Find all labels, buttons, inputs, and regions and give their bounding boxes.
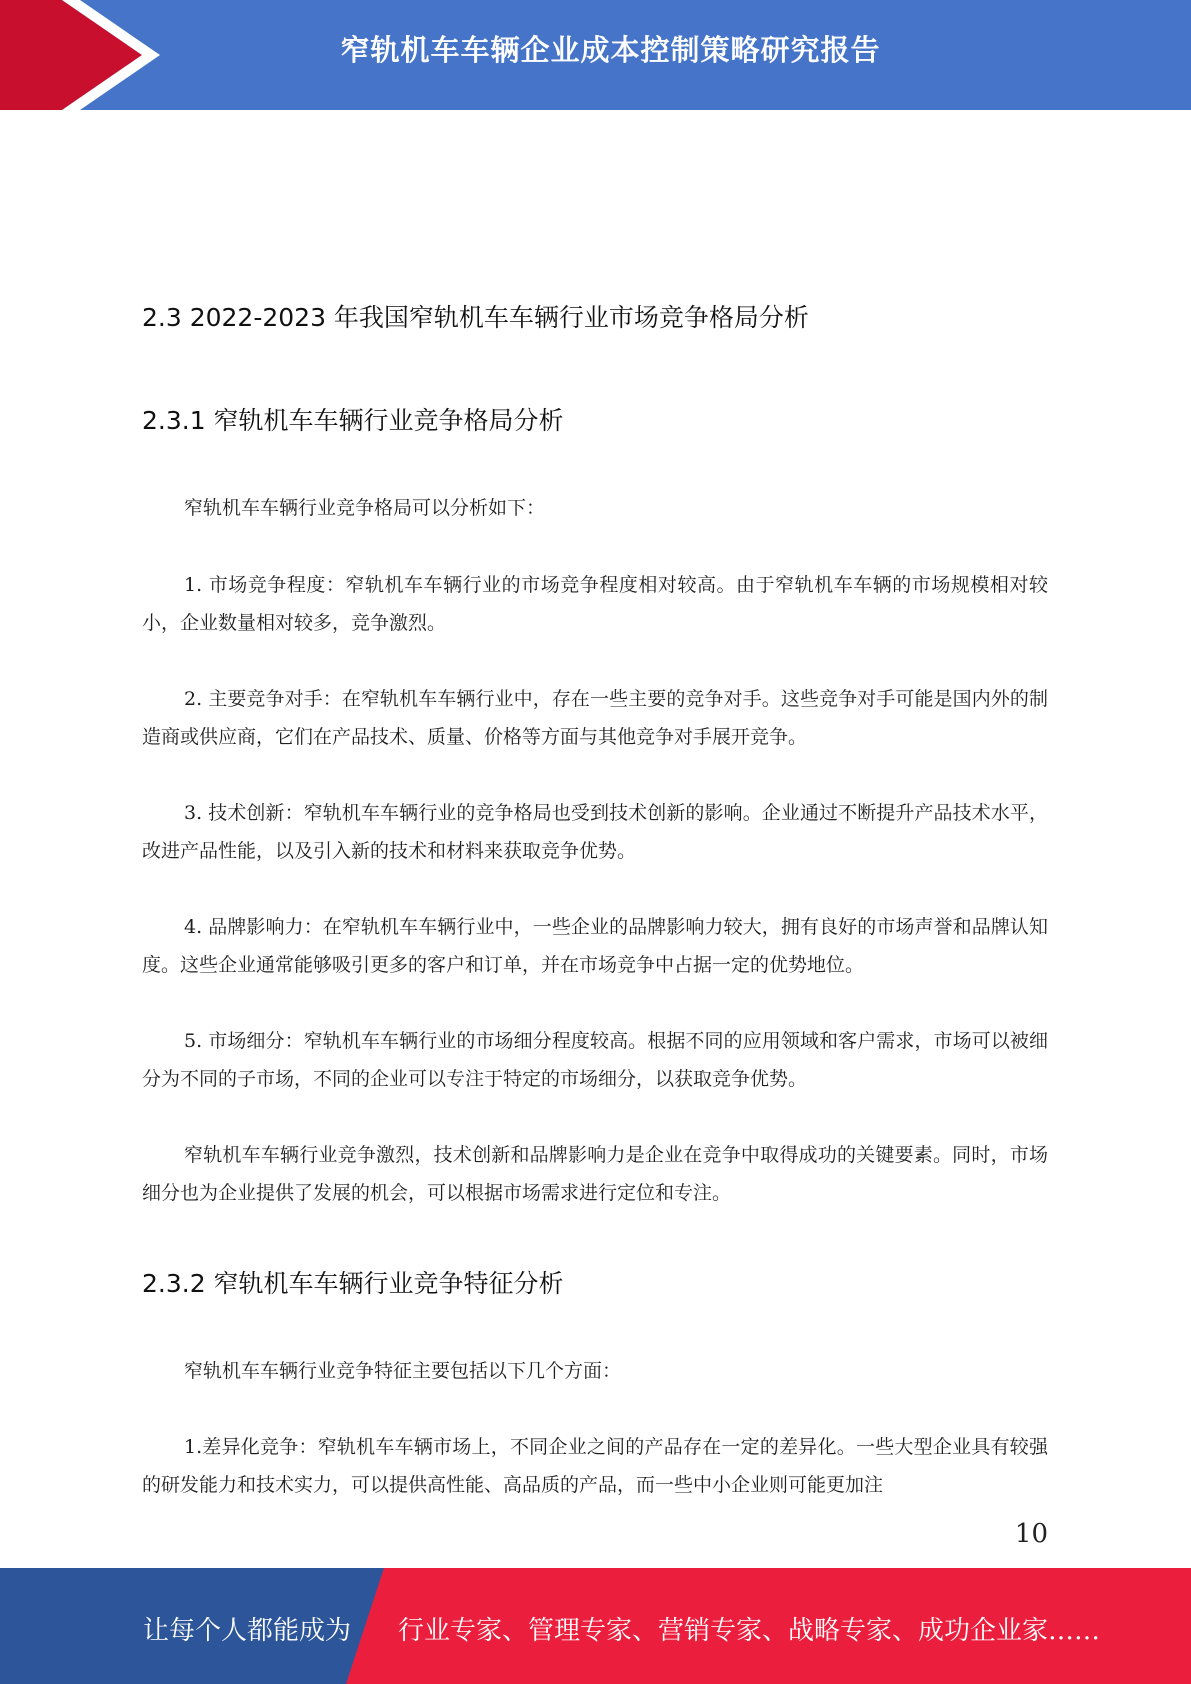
paragraph-item-3: 3. 技术创新：窄轨机车车辆行业的竞争格局也受到技术创新的影响。企业通过不断提升产品技术水平，改进产品性能，以及引入新的技术和材料来获取竞争优势。 [142,802,1048,862]
paragraph-intro: 窄轨机车车辆行业竞争格局可以分析如下： [184,497,546,519]
page-header [0,0,1191,110]
paragraph-item-1: 1. 市场竞争程度：窄轨机车车辆行业的市场竞争程度相对较高。由于窄轨机车车辆的市场规模相对较小，企业数量相对较多，竞争激烈。 [142,574,1048,634]
section-heading-2-3-2: 2.3.2 窄轨机车车辆行业竞争特征分析 [142,1269,564,1298]
paragraph-item-4: 4. 品牌影响力：在窄轨机车车辆行业中，一些企业的品牌影响力较大，拥有良好的市场声誉和品牌认知度。这些企业通常能够吸引更多的客户和订单，并在市场竞争中占据一定的优势地位。 [142,916,1048,976]
paragraph-item-2: 2. 主要竞争对手：在窄轨机车车辆行业中，存在一些主要的竞争对手。这些竞争对手可能是国内外的制造商或供应商，它们在产品技术、质量、价格等方面与其他竞争对手展开竞争。 [142,688,1048,748]
paragraph-item-5: 5. 市场细分：窄轨机车车辆行业的市场细分程度较高。根据不同的应用领域和客户需求，市场可以被细分为不同的子市场，不同的企业可以专注于特定的市场细分，以获取竞争优势。 [142,1030,1048,1090]
section-heading-2-3: 2.3 2022-2023 年我国窄轨机车车辆行业市场竞争格局分析 [142,303,809,332]
paragraph-feature-1: 1.差异化竞争：窄轨机车车辆市场上，不同企业之间的产品存在一定的差异化。一些大型企业具有较强的研发能力和技术实力，可以提供高性能、高品质的产品，而一些中小企业则可能更加注 [142,1436,1048,1496]
paragraph-summary: 窄轨机车车辆行业竞争激烈，技术创新和品牌影响力是企业在竞争中取得成功的关键要素。同时，市场细分也为企业提供了发展的机会，可以根据市场需求进行定位和专注。 [142,1144,1048,1204]
footer-slogan-right: 行业专家、管理专家、营销专家、战略专家、成功企业家…… [398,1616,1101,1646]
page-number: 10 [1014,1519,1048,1549]
footer-slogan-left: 让每个人都能成为 [143,1616,352,1646]
section-heading-2-3-1: 2.3.1 窄轨机车车辆行业竞争格局分析 [142,406,564,435]
report-title: 窄轨机车车辆企业成本控制策略研究报告 [340,33,881,67]
page-footer [0,1568,1191,1684]
paragraph-features-intro: 窄轨机车车辆行业竞争特征主要包括以下几个方面： [184,1360,622,1382]
